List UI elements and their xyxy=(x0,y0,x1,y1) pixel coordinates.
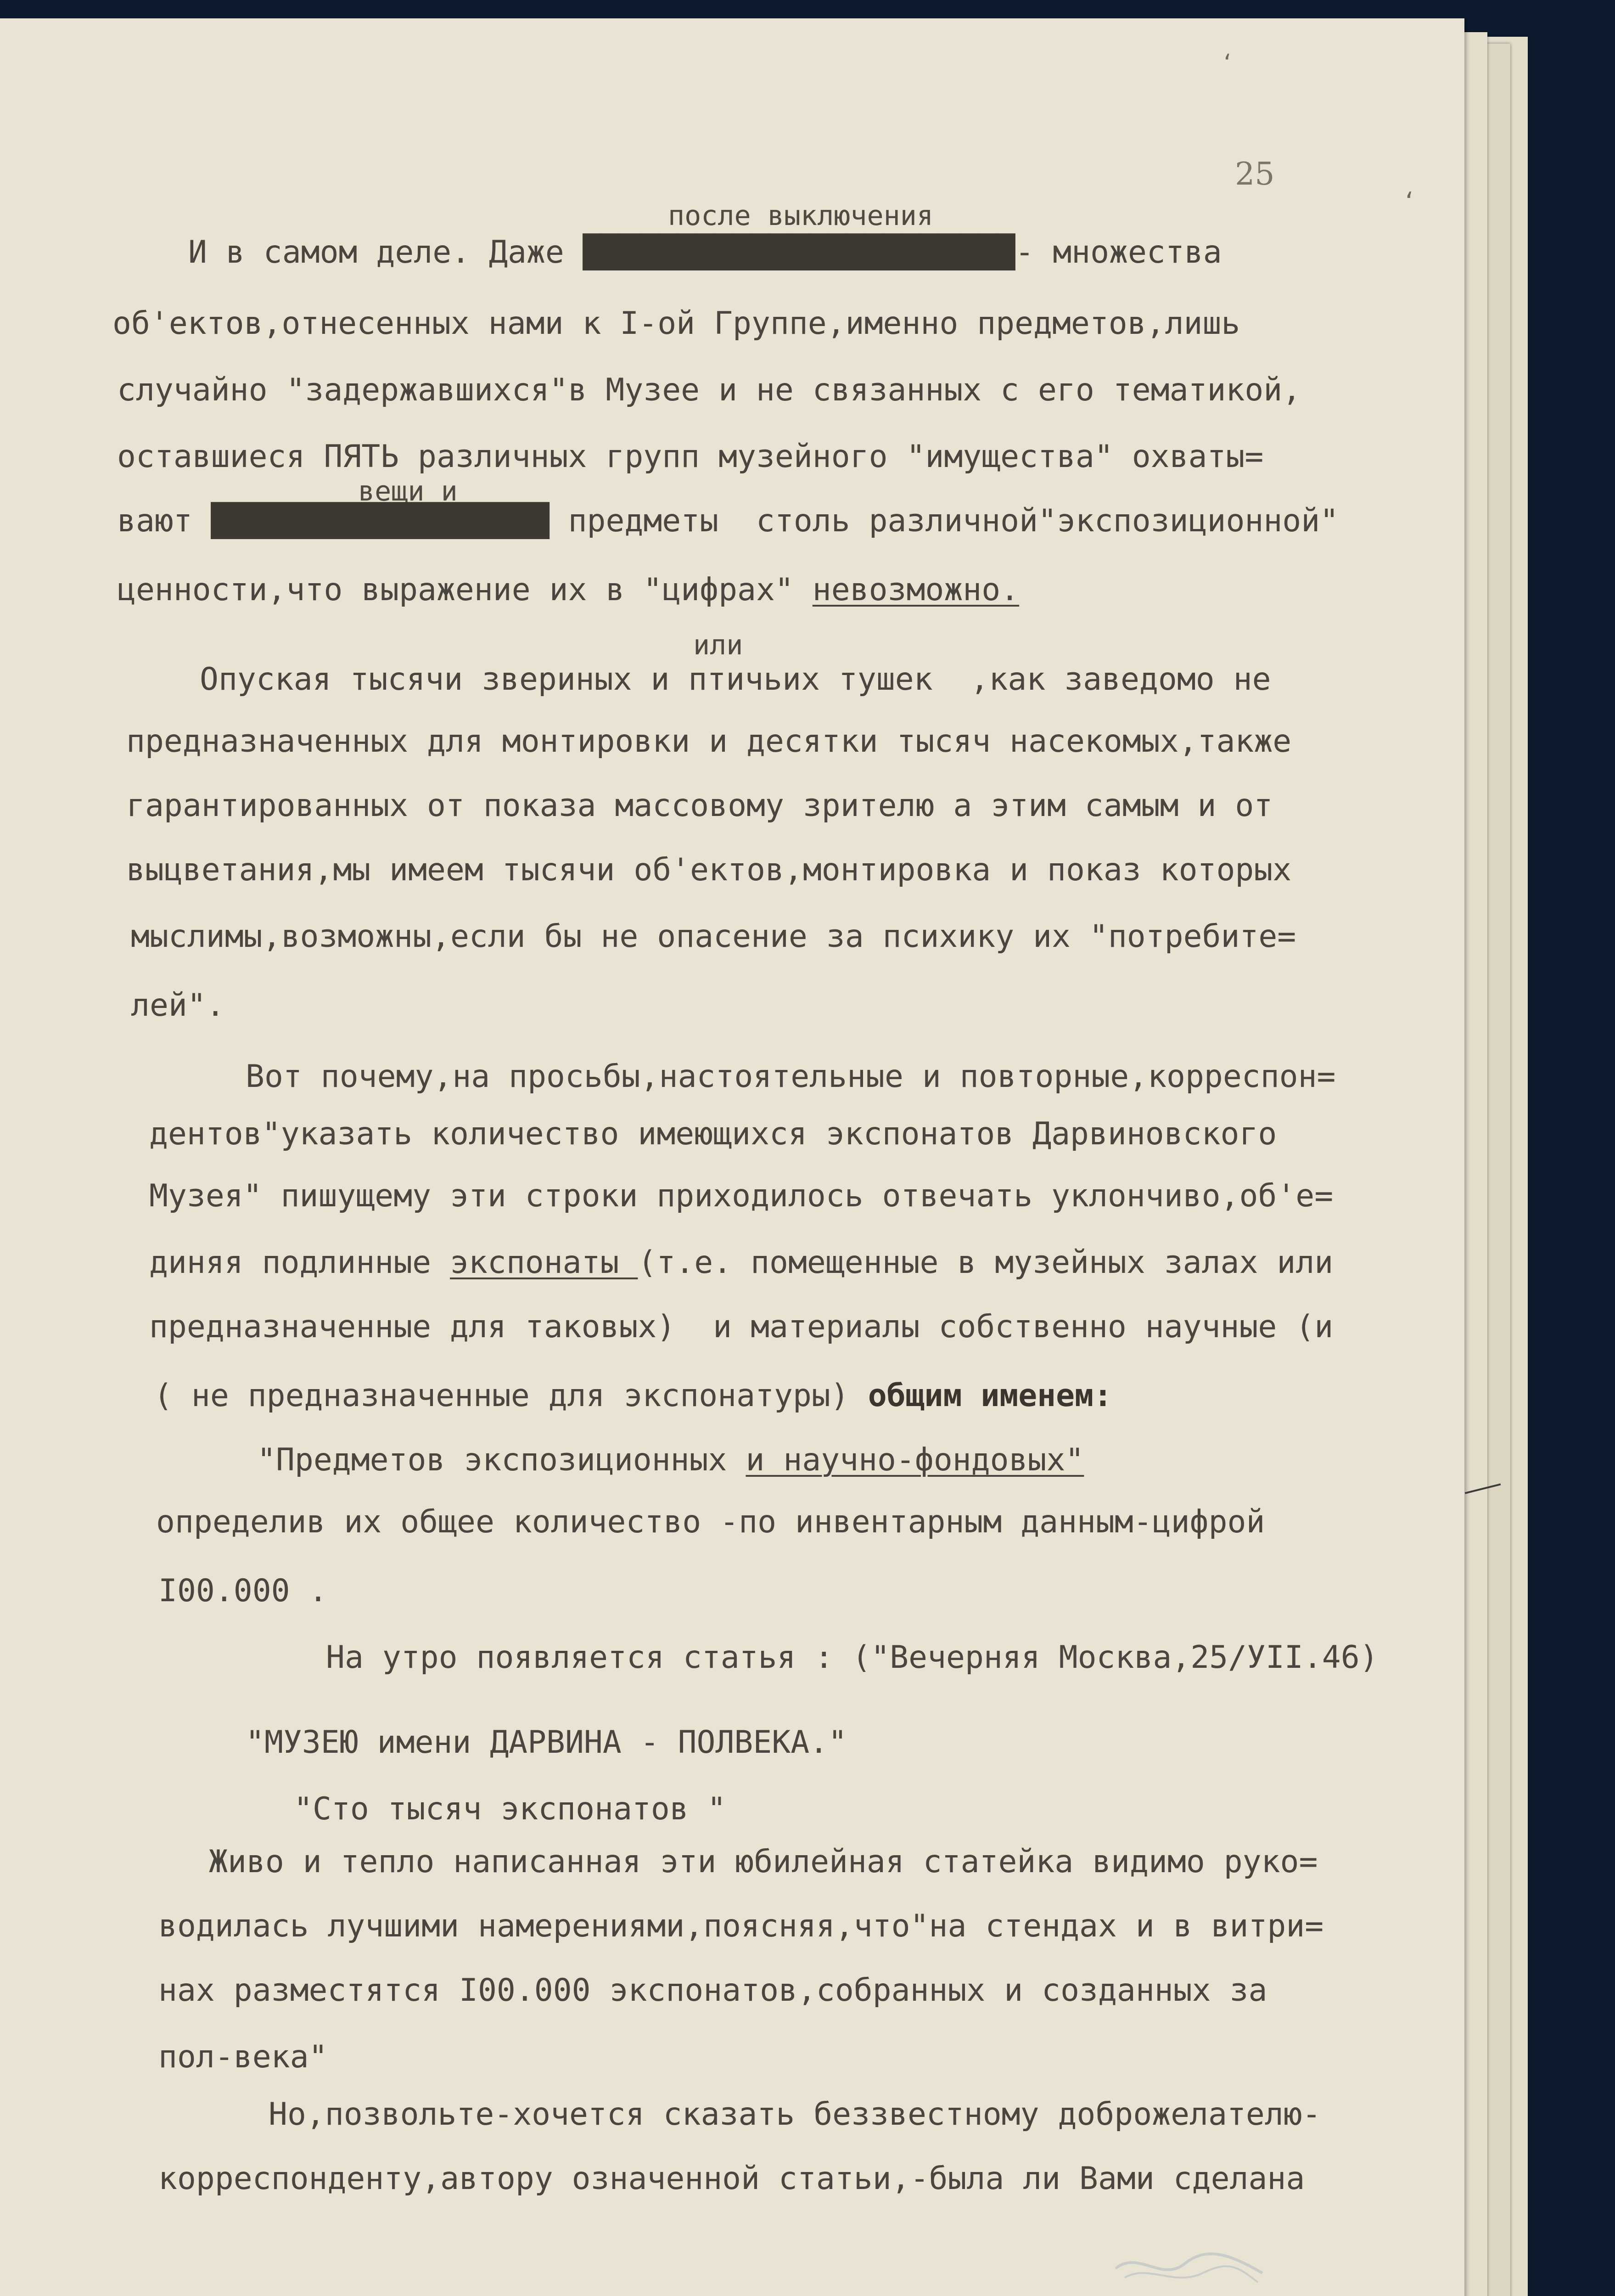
text-line xyxy=(294,1791,726,1828)
text-line xyxy=(158,2161,1305,2197)
text-line xyxy=(126,723,1291,760)
text-line xyxy=(154,1378,1112,1414)
line-segment: и научно-фондовых" xyxy=(746,1442,1084,1478)
insertion-text: вещи и xyxy=(358,475,458,507)
line-segment: предназначенные для таковых) и материалы собственно научные (и xyxy=(149,1309,1334,1345)
text-line xyxy=(131,918,1296,955)
insertion-text: после выключения xyxy=(668,200,933,232)
pencil-mark: ʻ xyxy=(1221,51,1234,74)
text-line xyxy=(158,1573,327,1609)
line-segment: Опуская тысячи звериных и птичьих тушек ,как заведомо не xyxy=(200,661,1271,698)
line-segment: Вот почему,на просьбы,настоятельные и повторные,корреспон= xyxy=(246,1058,1336,1095)
line-segment: И в самом деле. Даже xyxy=(188,234,583,270)
line-segment: "Сто тысяч экспонатов " xyxy=(294,1791,726,1827)
text-line xyxy=(156,1504,1265,1541)
line-segment: дентов"указать количество имеющихся экспонатов Дарвиновского xyxy=(149,1116,1277,1152)
struck-out-text: ███████████████████████ xyxy=(583,234,1015,270)
line-segment: Живо и тепло написанная эти юбилейная статейка видимо руко= xyxy=(209,1844,1318,1880)
text-line xyxy=(117,372,1301,409)
text-line xyxy=(117,503,1339,540)
typewritten-page xyxy=(0,18,1464,2296)
line-segment: (т.е. помещенные в музейных залах или xyxy=(638,1244,1334,1281)
text-line xyxy=(131,987,225,1024)
text-line xyxy=(149,1178,1333,1215)
text-line xyxy=(126,788,1273,824)
text-line xyxy=(112,305,1240,342)
line-segment: ( не предназначенные для экспонатуры) xyxy=(154,1378,868,1414)
line-segment: вают xyxy=(117,503,211,539)
text-line xyxy=(158,1908,1323,1945)
ink-stamp-smudge xyxy=(1111,2241,1267,2291)
text-line xyxy=(149,1116,1277,1153)
line-segment: корреспонденту,автору означенной статьи,-была ли Вами сделана xyxy=(158,2161,1305,2197)
text-line xyxy=(149,1309,1333,1345)
pencil-mark: ʻ xyxy=(1402,188,1416,214)
line-segment: ценности,что выражение их в "цифрах" xyxy=(117,572,813,608)
line-segment: общим именем: xyxy=(868,1378,1112,1414)
text-line xyxy=(117,439,1263,475)
text-line xyxy=(188,234,1222,271)
struck-out-text: ██████████████████ xyxy=(211,503,550,539)
line-segment: случайно "задержавшихся"в Музее и не связанных с его тематикой, xyxy=(117,372,1301,408)
line-segment: мыслимы,возможны,если бы не опасение за психику их "потребите= xyxy=(131,918,1296,955)
line-segment: гарантированных от показа массовому зрителю а этим самым и от xyxy=(126,788,1273,824)
text-line xyxy=(149,1244,1333,1281)
line-segment: пол-века" xyxy=(158,2039,328,2075)
line-segment: лей". xyxy=(131,987,225,1024)
line-segment: предназначенных для монтировки и десятки тысяч насекомых,также xyxy=(126,723,1292,760)
text-line xyxy=(246,1058,1336,1095)
line-segment: "Предметов экспозиционных xyxy=(257,1442,746,1478)
line-segment: оставшиеся ПЯТЬ различных групп музейного "имущества" охваты= xyxy=(117,439,1264,475)
line-segment: водилась лучшими намерениями,поясняя,что"на стендах и в витри= xyxy=(158,1908,1324,1944)
line-segment: диняя подлинные xyxy=(149,1244,450,1281)
line-segment: выцветания,мы имеем тысячи об'ектов,монтировка и показ которых xyxy=(126,852,1292,888)
text-line xyxy=(257,1442,1084,1479)
line-segment: определив их общее количество -по инвентарным данным-цифрой xyxy=(156,1504,1265,1540)
text-line xyxy=(246,1724,847,1761)
line-segment: экспонаты xyxy=(450,1244,638,1281)
text-line xyxy=(269,2096,1321,2133)
text-line xyxy=(158,1972,1267,2009)
text-line xyxy=(158,2039,327,2076)
line-segment: I00.000 . xyxy=(158,1573,328,1609)
line-segment: предметы столь различной"экспозиционной" xyxy=(549,503,1339,539)
text-line xyxy=(200,661,1271,698)
insertion-text: или xyxy=(693,629,743,661)
text-line xyxy=(117,572,1019,608)
line-segment: об'ектов,отнесенных нами к I-ой Группе,именно предметов,лишь xyxy=(112,305,1240,342)
line-segment: - множества xyxy=(1015,234,1222,270)
line-segment: нах разместятся I00.000 экспонатов,собранных и созданных за xyxy=(158,1972,1267,2009)
line-segment: На утро появляется статья : ("Вечерняя Москва,25/УII.46) xyxy=(326,1639,1379,1676)
line-segment: "МУЗЕЮ имени ДАРВИНА - ПОЛВЕКА." xyxy=(246,1724,847,1761)
line-segment: Но,позвольте-хочется сказать беззвестному доброжелателю- xyxy=(269,2096,1321,2133)
page-number: 25 xyxy=(1235,156,1275,192)
text-line xyxy=(126,852,1291,889)
text-line xyxy=(326,1639,1379,1676)
line-segment: невозможно. xyxy=(812,572,1020,608)
line-segment: Музея" пишущему эти строки приходилось отвечать уклончиво,об'е= xyxy=(149,1178,1334,1214)
text-line xyxy=(209,1844,1318,1880)
